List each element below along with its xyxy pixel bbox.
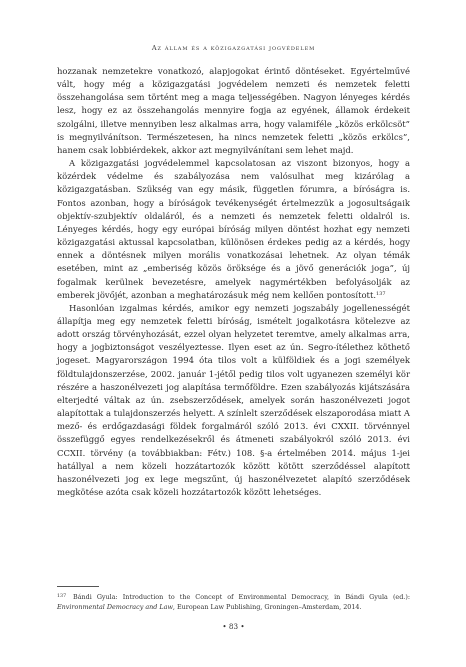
book-page bbox=[57, 0, 410, 667]
footnote-text-after: , European Law Publishing, Groningen–Amsterdam, 2014. bbox=[172, 603, 362, 612]
footnote-text-before: Bándi Gyula: Introduction to the Concept of Environmental Democracy, in Bándi Gyula (ed.): bbox=[73, 593, 410, 601]
paragraph-2 bbox=[57, 157, 410, 302]
page-number: • 83 • bbox=[222, 622, 245, 631]
running-title: Az állam és a közigazgatási jogvédelem bbox=[151, 44, 316, 52]
paragraph-1: hozzanak nemzetekre vonatkozó, alapjogokat érintő döntéseket. Egyértelművé vált, hogy még a közigazgatási jogvédelem nemzeti és nemzetek feletti összehangolása sem történt meg a maga teljességében. Nagyon lényeges kérdés lesz, hogy ez az összehangolás mennyire fogja az egyének, államok érdekeit szolgálni, illetve mennyiben lesz alkalmas arra, hogy valamiféle „közös erkölcsöt” is megnyilvánítson. Természetesen, ha nincs nemzetek feletti „közös erkölcs”, hanem csak lobbiérdekek, akkor azt megnyilvánítani sem lehet majd. bbox=[57, 66, 410, 155]
footnote-reference[interactable]: 137 bbox=[376, 290, 386, 297]
paragraph-2-text: A közigazgatási jogvédelemmel kapcsolatosan az viszont bizonyos, hogy a közérdek védelme és szabályozása nem valósulhat meg kizárólag a közigazgatásban. Szükség van egy másik, független fórumra, a bíróságra is. Fontos azonban, hogy a bíróságok tevékenységét értelmezzük a jogosultságaik objektív-szubjektív oldaláról, és a nemzeti és nemzetek feletti oldalról is. Lényeges kérdés, hogy egy európai bíróság milyen döntést hozhat egy nemzeti közigazgatási aktussal kapcsolatban, különösen érdekes pedig az a kérdés, hogy ennek a döntésnek milyen morális vonatkozásai lehetnek. Az olyan témák esetében, mint az „emberiség közös öröksége és a jövő generációk joga”, új fogalmak kerülnek bevezetésre, amelyek nagymértékben befolyásolják az emberek jövőjét, azonban a meghatározásuk még nem kellően pontosított. bbox=[57, 158, 410, 300]
footnote: 137 Bándi Gyula: Introduction to the Concept of Environmental Democracy, in Bándi Gyula (ed.): Environmental Democracy and Law, European Law Publishing, Groningen–Amsterdam, 2014. bbox=[57, 593, 410, 612]
footnote-title: Environmental Democracy and Law bbox=[57, 603, 173, 612]
running-header bbox=[57, 44, 410, 52]
footnote-divider bbox=[57, 586, 99, 587]
paragraph-3: Hasonlóan izgalmas kérdés, amikor egy nemzeti jogszabály jogellenességét állapítja meg egy nemzetek feletti bíróság, ismételt jogalkotásra kötelezve az adott ország törvényhozását, ezzel olyan helyzetet teremtve, amely alkalmas arra, hogy a jogbiztonságot veszélyeztesse. Ilyen eset az ún. Segro-ítélethez köthető jogeset. Magyarországon 1994 óta tilos volt a külföldiek és a jogi személyek földtulajdonszerzése, 2002. január 1-jétől pedig tilos volt ugyanezen személyi kör részére a haszonélvezeti jog alapítása termőföldre. Ezen szabályozás kijátszására elterjedté váltak az ún. zsebszerződések, amelyek során haszonélvezeti jogot alapítottak a tulajdonszerzés helyett. A színlelt szerződések elszaporodása miatt A mező- és erdőgazdasági földek forgalmáról szóló 2013. évi CXXII. törvénnyel összefüggő egyes rendelkezésekről és átmeneti szabályokról szóló 2013. évi CCXII. törvény (a továbbiakban: Fétv.) 108. §-a értelmében 2014. május 1-jei hatállyal a nem közeli hozzátartozók között kötött szerződéssel alapított haszonélvezeti jog ex lege megszűnt, új haszonélvezetet alapító szerződések megkötése azóta csak közeli hozzátartozók között lehetséges. bbox=[57, 302, 410, 497]
body-text bbox=[57, 65, 410, 499]
